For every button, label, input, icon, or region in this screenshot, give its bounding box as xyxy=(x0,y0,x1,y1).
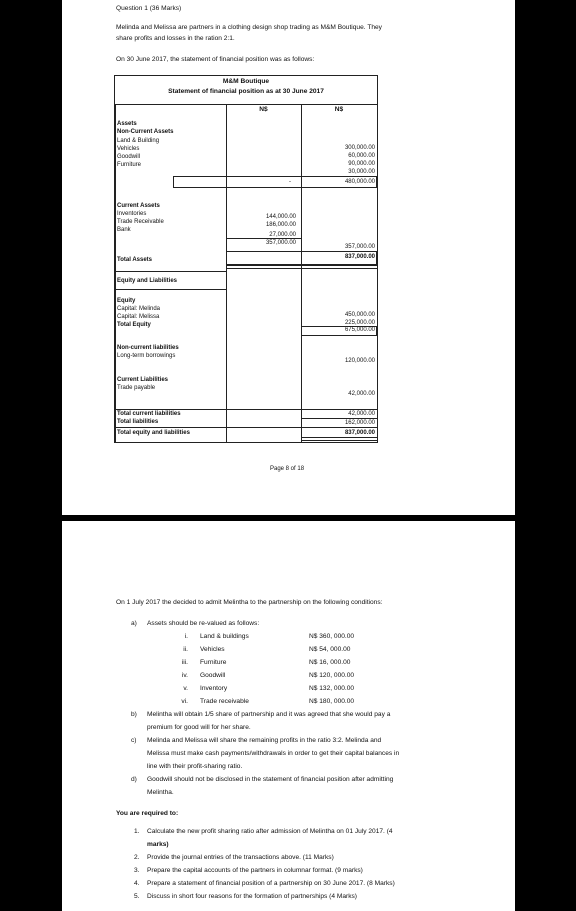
reval-label: Vehicles xyxy=(200,646,225,653)
condition-b-line-2: premium for good will for her share. xyxy=(147,724,251,731)
statement-title: Statement of financial position as at 30 June 2017 xyxy=(168,88,324,95)
document-page-2 xyxy=(62,521,515,911)
current-assets-heading: Current Assets xyxy=(117,203,160,209)
reval-value: N$ 132, 000.00 xyxy=(309,685,355,692)
inventories-value: 144,000.00 xyxy=(265,214,296,220)
nca-dash: - xyxy=(289,179,291,185)
ncl-heading: Non-current liabilities xyxy=(117,345,179,351)
reval-label: Trade receivable xyxy=(200,698,249,705)
tl-value: 162,000.00 xyxy=(344,420,375,426)
reval-num: i. xyxy=(184,633,188,640)
condition-c-line-2: Melissa must make cash payments/withdrawals in order to get their capital balances in xyxy=(147,750,400,757)
ca-total: 357,000.00 xyxy=(344,244,375,250)
company-name: M&M Boutique xyxy=(222,78,270,85)
tel-value: 837,000.00 xyxy=(344,430,375,436)
reval-num: iv. xyxy=(181,672,188,679)
condition-d-line-2: Melintha. xyxy=(147,789,174,796)
condition-d-line-1: Goodwill should not be disclosed in the statement of financial position after admitting xyxy=(147,776,394,783)
reval-num: v. xyxy=(183,685,188,692)
capital-melissa-label: Capital: Melissa xyxy=(117,314,160,320)
land-value: 300,000.00 xyxy=(344,145,375,151)
reval-value: N$ 360, 000.00 xyxy=(309,633,355,640)
vehicles-value: 60,000.00 xyxy=(348,153,375,159)
col1-header: N$ xyxy=(259,106,268,113)
reval-num: vi. xyxy=(181,698,188,705)
condition-c-line-1: Melinda and Melissa will share the remaining profits in the ratio 3:2. Melinda and xyxy=(147,737,382,744)
bank-label: Bank xyxy=(117,227,131,233)
reval-value: N$ 180, 000.00 xyxy=(309,698,355,705)
tel-label: Total equity and liabilities xyxy=(117,430,190,436)
equity-liabilities-heading: Equity and Liabilities xyxy=(117,278,178,284)
receivable-value: 186,000.00 xyxy=(265,222,296,228)
goodwill-label: Goodwill xyxy=(117,154,141,160)
task-num: 5. xyxy=(134,893,140,900)
assets-heading: Assets xyxy=(117,121,137,127)
reval-num: iii. xyxy=(181,659,188,666)
reval-value: N$ 54, 000.00 xyxy=(309,646,351,653)
task-line: Discuss in short four reasons for the formation of partnerships (4 Marks) xyxy=(147,893,357,900)
col2-header: N$ xyxy=(334,106,344,113)
equity-heading: Equity xyxy=(117,298,136,304)
task-line: Provide the journal entries of the transactions above. (11 Marks) xyxy=(147,854,334,861)
task-num: 1. xyxy=(134,828,140,835)
reval-label: Goodwill xyxy=(200,672,226,679)
payable-label: Trade payable xyxy=(117,385,156,391)
reval-label: Furniture xyxy=(200,659,227,666)
capital-melinda-value: 450,000.00 xyxy=(344,312,375,318)
condition-c-line-3: line with their profit-sharing ratio. xyxy=(147,763,243,770)
task-line: Prepare the capital accounts of the partners in columnar format. (9 marks) xyxy=(147,867,363,874)
condition-d-label: d) xyxy=(131,776,137,783)
condition-c-label: c) xyxy=(131,737,137,744)
bank-value: 27,000.00 xyxy=(269,232,296,238)
reval-label: Inventory xyxy=(200,685,228,692)
furniture-label: Furniture xyxy=(117,162,142,168)
ltb-value: 120,000.00 xyxy=(344,358,375,364)
statement-intro: On 30 June 2017, the statement of financial position was as follows: xyxy=(116,56,315,63)
capital-melissa-value: 225,000.00 xyxy=(344,320,375,326)
reval-num: ii. xyxy=(183,646,188,653)
capital-melinda-label: Capital: Melinda xyxy=(117,306,161,312)
receivable-label: Trade Receivable xyxy=(117,219,164,225)
reval-label: Land & buildings xyxy=(200,633,249,640)
condition-b-label: b) xyxy=(131,711,137,718)
total-assets-label: Total Assets xyxy=(117,257,153,263)
inventories-label: Inventories xyxy=(117,211,147,217)
task-line: Calculate the new profit sharing ratio after admission of Melintha on 01 July 2017. (4 xyxy=(147,828,393,835)
land-label: Land & Building xyxy=(117,138,160,144)
total-equity-label: Total Equity xyxy=(117,322,151,328)
cl-heading: Current Liabilities xyxy=(117,377,169,383)
condition-a-text: Assets should be re-valued as follows: xyxy=(147,620,260,627)
intro-line-1: Melinda and Melissa are partners in a clothing design shop trading as M&M Boutique. They xyxy=(116,24,382,31)
furniture-value: 30,000.00 xyxy=(348,169,375,175)
condition-a-label: a) xyxy=(131,620,137,627)
task-num: 3. xyxy=(134,867,140,874)
nca-total: 480,000.00 xyxy=(344,179,375,185)
document-page-1 xyxy=(62,0,515,515)
question-header: Question 1 (36 Marks) xyxy=(116,5,182,12)
reval-value: N$ 120, 000.00 xyxy=(309,672,355,679)
task-num: 4. xyxy=(134,880,140,887)
task-line-continued: marks) xyxy=(147,841,169,848)
tcl-label: Total current liabilities xyxy=(117,411,181,417)
col-divider-2 xyxy=(301,104,302,442)
condition-b-line-1: Melintha will obtain 1/5 share of partnership and it was agreed that she would pay a xyxy=(147,711,391,718)
ltb-label: Long-term borrowings xyxy=(117,353,176,359)
non-current-assets-heading: Non-Current Assets xyxy=(117,129,174,135)
col-divider-1 xyxy=(226,104,227,442)
financial-position-table xyxy=(114,75,378,443)
vehicles-label: Vehicles xyxy=(117,146,140,152)
intro-line-2: share profits and losses in the ration 2:1. xyxy=(116,35,235,42)
admission-intro: On 1 July 2017 the decided to admit Melintha to the partnership on the following conditions: xyxy=(116,599,383,606)
task-line: Prepare a statement of financial position of a partnership on 30 June 2017. (8 Marks) xyxy=(147,880,395,887)
reval-value: N$ 16, 000.00 xyxy=(309,659,351,666)
total-equity-value: 675,000.00 xyxy=(344,327,375,333)
page-footer: Page 8 of 18 xyxy=(270,466,305,472)
tl-label: Total liabilities xyxy=(117,419,159,425)
tcl-value: 42,000.00 xyxy=(348,411,375,417)
ca-subtotal: 357,000.00 xyxy=(265,240,296,246)
required-heading: You are required to: xyxy=(116,810,179,817)
task-num: 2. xyxy=(134,854,140,861)
payable-value: 42,000.00 xyxy=(348,391,375,397)
total-assets-value: 837,000.00 xyxy=(344,254,375,260)
goodwill-value: 90,000.00 xyxy=(348,161,375,167)
